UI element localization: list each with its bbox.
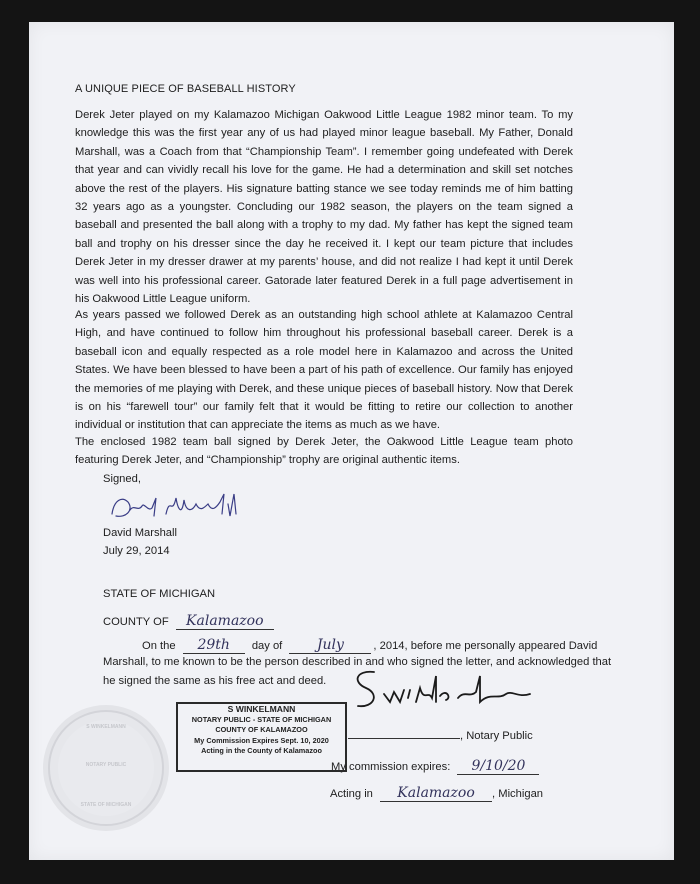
acting-label: Acting in (330, 788, 373, 800)
notary-line-1 (142, 637, 597, 654)
commission-line (331, 758, 539, 775)
day-handwritten: 29th (183, 637, 245, 654)
paragraph-1: Derek Jeter played on my Kalamazoo Michigan Oakwood Little League 1982 minor team. To my knowledge this was the first year any of us had played minor league baseball. My Father, Donald Marshall, was a Coach from that “Championship Team”. I remember going undefeated with Derek that year and can vividly recall his love for the game. He had a determination and skill set notches above the rest of the players. His signature batting stance we see today reminds me of him batting 32 years ago as a youngster. Concluding our 1982 season, the players on the team signed a baseball and presented the ball along with a trophy to my dad. My father has kept the signed team ball and trophy on his dresser since the day he received it. I kept our team picture that includes Derek Jeter in my dresser drawer at my parents’ house, and did not realize I had kept it until Derek was well into his professional career. Gatorade later featured Derek in a full page advertisement in his Oakwood Little League uniform. (75, 109, 573, 306)
commission-handwritten: 9/10/20 (457, 758, 539, 775)
stamp-line-1: NOTARY PUBLIC - STATE OF MICHIGAN (191, 714, 332, 724)
notary-public-label: , Notary Public (460, 730, 533, 742)
notary-signature (350, 668, 560, 712)
stamp-line-2: COUNTY OF KALAMAZOO (215, 725, 308, 734)
notary-stamp (176, 702, 347, 772)
commission-label: My commission expires: (331, 761, 451, 773)
signed-date: July 29, 2014 (103, 545, 170, 557)
county-line (103, 613, 274, 630)
acting-suffix: , Michigan (492, 788, 544, 800)
stamp-name: S WINKELMANN (227, 704, 296, 714)
acting-handwritten: Kalamazoo (380, 785, 492, 802)
county-handwritten: Kalamazoo (176, 613, 274, 630)
letter-title: A UNIQUE PIECE OF BASEBALL HISTORY (75, 83, 296, 95)
stamp-line-4: Acting in the County of Kalamazoo (201, 746, 322, 755)
notary-embossed-seal: S WINKELMANN NOTARY PUBLIC STATE OF MICHIGAN (48, 710, 164, 826)
day-of-label: day of (251, 640, 283, 652)
stamp-line-3: My Commission Expires Sept. 10, 2020 (194, 735, 329, 745)
closing-text: Signed, (103, 473, 141, 485)
signer-name: David Marshall (103, 527, 177, 539)
notary-public-line (348, 730, 533, 742)
county-label: COUNTY OF (103, 616, 169, 628)
notary-line-1-rest: , 2014, before me personally appeared David (373, 640, 598, 652)
paragraph-2: As years passed we followed Derek as an outstanding high school athlete at Kalamazoo Central High, and have continued to follow him throughout his professional baseball career. Derek is a baseball icon and equally respected as a role model here in Kalamazoo and across the United States. We have been blessed to have been a part of his path of excellence. Our family has enjoyed the memories of me playing with Derek, and these unique pieces of baseball history. Now that Derek is on his “farewell tour” our family felt that it would be fitting to retire our collection to another individual or institution that can appreciate the items as much as we have. (75, 309, 573, 432)
month-handwritten: July (289, 637, 371, 654)
notary-line-3: he signed the same as his free act and deed. (103, 675, 327, 687)
on-the-label: On the (142, 640, 176, 652)
notary-state: STATE OF MICHIGAN (103, 588, 216, 600)
notary-line-2: Marshall, to me known to be the person described in and who signed the letter, and acknowledged that (103, 656, 612, 668)
david-marshall-signature (108, 490, 258, 524)
paragraph-3: The enclosed 1982 team ball signed by Derek Jeter, the Oakwood Little League team photo featuring Derek Jeter, and “Championship” trophy are original authentic items. (75, 436, 573, 467)
acting-line (330, 785, 543, 802)
